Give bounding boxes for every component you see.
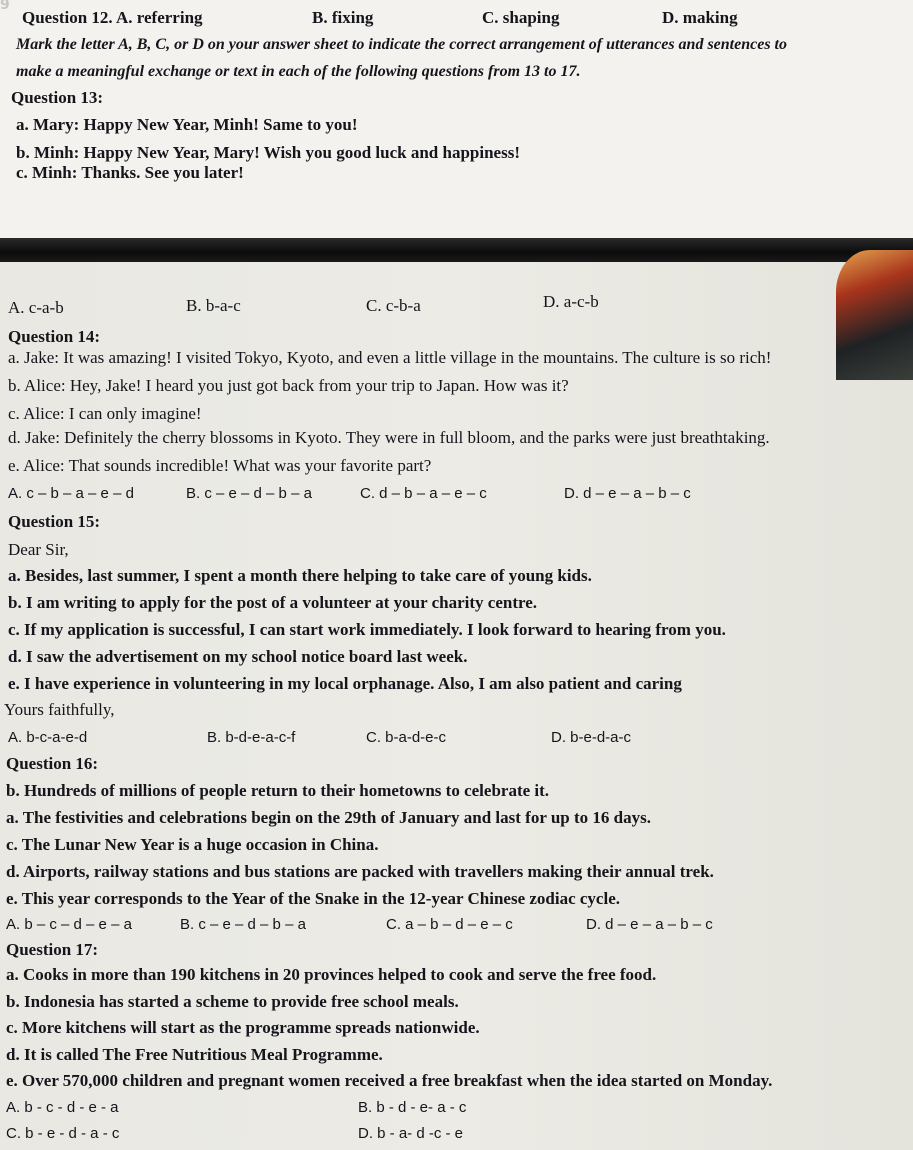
q17-option-d: D. b - a- d -c - e [358,1125,464,1142]
q12-option-d: D. making [662,8,738,27]
q17-item-d: d. It is called The Free Nutritious Meal Programme. [6,1045,383,1064]
q16-item-a: a. The festivities and celebrations begin on the 29th of January and last for up to 16 days. [6,808,651,827]
q16-option-c: C. a – b – d – e – c [386,916,513,933]
instruction-line-2: make a meaningful exchange or text in each of the following questions from 13 to 17. [16,63,581,80]
q12-option-c: C. shaping [482,8,560,27]
q13-item-c: c. Minh: Thanks. See you later! [16,163,244,182]
q15-option-c: C. b-a-d-e-c [366,729,447,746]
q15-item-b: b. I am writing to apply for the post of a volunteer at your charity centre. [8,593,538,612]
q14-item-e: e. Alice: That sounds incredible! What was your favorite part? [8,456,432,475]
q14-item-b: b. Alice: Hey, Jake! I heard you just got back from your trip to Japan. How was it? [8,376,569,395]
q12-option-b: B. fixing [312,8,374,27]
q12-option-a: Question 12. A. referring [22,8,203,27]
q14-item-d: d. Jake: Definitely the cherry blossoms in Kyoto. They were in full bloom, and the parks were just breathtaking. [8,428,770,447]
q17-option-b: B. b - d - e- a - c [358,1099,467,1116]
q13-option-d: D. a-c-b [543,292,599,311]
q17-title: Question 17: [6,940,99,959]
q17-item-a: a. Cooks in more than 190 kitchens in 20 provinces helped to cook and serve the free food. [6,965,657,984]
q15-greeting: Dear Sir, [8,540,69,559]
q16-item-d: d. Airports, railway stations and bus stations are packed with travellers making their annual trek. [6,862,714,881]
q16-item-c: c. The Lunar New Year is a huge occasion in China. [6,835,379,854]
q13-title: Question 13: [11,88,104,107]
q15-item-a: a. Besides, last summer, I spent a month there helping to take care of young kids. [8,566,592,585]
q14-option-c: C. d – b – a – e – c [360,485,487,502]
q15-option-b: B. b-d-e-a-c-f [207,729,296,746]
q17-item-c: c. More kitchens will start as the programme spreads nationwide. [6,1018,480,1037]
q13-item-b: b. Minh: Happy New Year, Mary! Wish you good luck and happiness! [16,143,520,162]
photo-corner-background [836,250,913,380]
q15-item-e: e. I have experience in volunteering in my local orphanage. Also, I am also patient and caring [8,674,682,693]
q14-item-c: c. Alice: I can only imagine! [8,404,202,423]
q16-item-b: b. Hundreds of millions of people return to their hometowns to celebrate it. [6,781,550,800]
q13-option-b: B. b-a-c [186,296,241,315]
q15-title: Question 15: [8,512,101,531]
corner-mark: 9 [0,0,10,13]
q14-item-a: a. Jake: It was amazing! I visited Tokyo, Kyoto, and even a little village in the mountains. The culture is so rich! [8,348,772,367]
q13-option-a: A. c-a-b [8,298,64,317]
q16-title: Question 16: [6,754,99,773]
q14-option-d: D. d – e – a – b – c [564,485,691,502]
q15-closing: Yours faithfully, [4,700,115,719]
q16-option-d: D. d – e – a – b – c [586,916,713,933]
q16-item-e: e. This year corresponds to the Year of the Snake in the 12-year Chinese zodiac cycle. [6,889,621,908]
q15-option-a: A. b-c-a-e-d [8,729,88,746]
instruction-line-1: Mark the letter A, B, C, or D on your answer sheet to indicate the correct arrangement of utterances and sentences to [16,36,787,53]
q17-option-a: A. b - c - d - e - a [6,1099,119,1116]
q16-option-b: B. c – e – d – b – a [180,916,306,933]
q15-item-c: c. If my application is successful, I can start work immediately. I look forward to hearing from you. [8,620,726,639]
top-photo-section [0,0,913,246]
q17-item-b: b. Indonesia has started a scheme to provide free school meals. [6,992,459,1011]
q15-item-d: d. I saw the advertisement on my school notice board last week. [8,647,468,666]
q17-item-e: e. Over 570,000 children and pregnant women received a free breakfast when the idea started on Monday. [6,1071,773,1090]
q14-option-b: B. c – e – d – b – a [186,485,312,502]
photo-edge-divider [0,238,913,262]
q14-option-a: A. c – b – a – e – d [8,485,134,502]
q17-option-c: C. b - e - d - a - c [6,1125,120,1142]
q14-title: Question 14: [8,327,101,346]
q13-item-a: a. Mary: Happy New Year, Minh! Same to you! [16,115,358,134]
q16-option-a: A. b – c – d – e – a [6,916,132,933]
q13-option-c: C. c-b-a [366,296,421,315]
q15-option-d: D. b-e-d-a-c [551,729,632,746]
